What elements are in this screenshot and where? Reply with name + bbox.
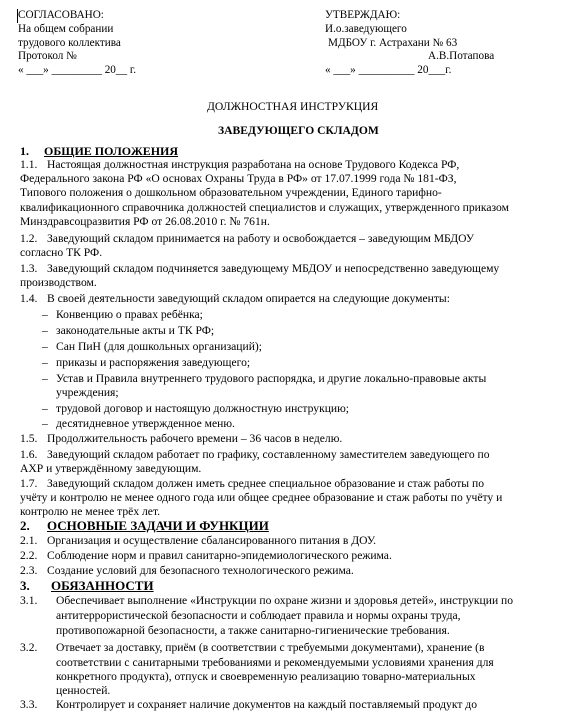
paragraph-line — [20, 477, 484, 490]
section-number: 3. — [20, 578, 30, 593]
clause-number: 1.2. — [20, 232, 38, 245]
confirm-line-1: И.о.заведующего — [325, 23, 407, 35]
paragraph-text: Заведующий складом работает по графику, составленному заместителем заведующего по — [47, 448, 490, 461]
section-title: ОБЯЗАННОСТИ — [51, 578, 154, 593]
paragraph-line — [20, 534, 376, 547]
bullet-dash: – — [42, 372, 48, 385]
list-item-text: приказы и распоряжения заведующего; — [56, 356, 251, 369]
paragraph-line: согласно ТК РФ. — [20, 246, 103, 259]
section-title: ОСНОВНЫЕ ЗАДАЧИ И ФУНКЦИИ — [47, 518, 269, 533]
paragraph-line — [20, 262, 499, 275]
paragraph-line: соответствии с санитарными требованиями и рекомендуемыми условиями хранения для — [56, 656, 494, 669]
paragraph-line: антитеррористической безопасности и соблюдает правила и нормы охраны труда, — [56, 609, 461, 622]
approved-line-2: трудового коллектива — [18, 37, 121, 49]
approved-title: СОГЛАСОВАНО: — [18, 9, 104, 21]
paragraph-line — [20, 448, 490, 461]
approved-line-4: « ___» _________ 20__ г. — [18, 64, 136, 76]
bullet-dash: – — [42, 340, 48, 353]
confirm-title: УТВЕРЖДАЮ: — [325, 9, 401, 21]
paragraph-line — [20, 232, 474, 245]
confirm-line-2: МДБОУ г. Астрахани № 63 — [328, 37, 458, 49]
paragraph-text: В своей деятельности заведующий складом опирается на следующие документы: — [47, 292, 450, 305]
list-item-text: законодательные акты и ТК РФ; — [56, 324, 215, 337]
paragraph-line: производством. — [20, 276, 97, 289]
list-item-text: учреждения; — [56, 386, 119, 399]
bullet-dash: – — [42, 402, 48, 415]
clause-number: 2.1. — [20, 534, 38, 547]
approved-line-1: На общем собрании — [18, 23, 114, 35]
document-title: ДОЛЖНОСТНАЯ ИНСТРУКЦИЯ — [207, 100, 379, 113]
clause-number: 1.4. — [20, 292, 38, 305]
paragraph-text: Соблюдение норм и правил санитарно-эпидемиологического режима. — [47, 549, 392, 562]
paragraph-text: Контролирует и сохраняет наличие документов на каждый поставляемый продукт до — [56, 698, 477, 711]
clause-number: 1.5. — [20, 432, 38, 445]
paragraph-line — [20, 698, 477, 711]
paragraph-line — [20, 564, 354, 577]
clause-number: 2.3. — [20, 564, 38, 577]
paragraph-line: Федерального закона РФ «О основах Охраны Труда в РФ» от 17.07.1999 года № 181-ФЗ, — [20, 172, 457, 185]
paragraph-text: Настоящая должностная инструкция разработана на основе Трудового Кодекса РФ, — [47, 158, 460, 171]
section-number: 1. — [20, 144, 29, 158]
paragraph-text: Заведующий складом подчиняется заведующему МБДОУ и непосредственно заведующему — [47, 262, 500, 275]
section-title: ОБЩИЕ ПОЛОЖЕНИЯ — [44, 144, 179, 158]
paragraph-line — [20, 549, 392, 562]
paragraph-text: Заведующий складом должен иметь среднее специальное образование и стаж работы по — [47, 477, 485, 490]
document-subtitle: ЗАВЕДУЮЩЕГО СКЛАДОМ — [218, 124, 379, 137]
paragraph-line: Типового положения о дошкольном образовательном учреждении, Единого тарифно- — [20, 186, 442, 199]
paragraph-line: учёту и контролю не менее одного года или общее среднее образование и стаж работы по учёту и — [20, 491, 503, 504]
list-item-text: Конвенцию о правах ребёнка; — [56, 308, 203, 321]
list-item-text: трудовой договор и настоящую должностную инструкцию; — [56, 402, 349, 415]
clause-number: 1.3. — [20, 262, 38, 275]
bullet-dash: – — [42, 417, 48, 430]
paragraph-text: Отвечает за доставку, приём (в соответствии с требуемыми документами), хранение (в — [56, 641, 485, 654]
paragraph-line: контролю не менее трёх лет. — [20, 505, 161, 518]
bullet-dash: – — [42, 308, 48, 321]
clause-number: 1.1. — [20, 158, 38, 171]
list-item-text: Сан ПиН (для дошкольных организаций); — [56, 340, 263, 353]
paragraph-line: ценностей. — [56, 684, 111, 697]
clause-number: 3.2. — [20, 641, 38, 654]
confirm-line-3: А.В.Потапова — [428, 50, 495, 62]
paragraph-text: Организация и осуществление сбалансированного питания в ДОУ. — [47, 534, 377, 547]
bullet-dash: – — [42, 356, 48, 369]
clause-number: 3.3. — [20, 698, 38, 711]
clause-number: 3.1. — [20, 594, 38, 607]
clause-number: 1.7. — [20, 477, 38, 490]
clause-number: 1.6. — [20, 448, 38, 461]
clause-number: 2.2. — [20, 549, 38, 562]
confirm-line-4: « ___» __________ 20___г. — [325, 64, 452, 76]
paragraph-line: АХР и утверждённому заведующим. — [20, 462, 202, 475]
paragraph-line: противопожарной безопасности, а также санитарно-гигиенические требования. — [56, 624, 450, 637]
paragraph-line: Минздравсоцразвития РФ от 26.08.2010 г. № 761н. — [20, 215, 270, 228]
paragraph-line — [20, 594, 513, 607]
section-number: 2. — [20, 518, 30, 533]
paragraph-text: Создание условий для безопасного технологического режима. — [47, 564, 354, 577]
bullet-dash: – — [42, 324, 48, 337]
approved-line-3: Протокол № — [18, 50, 77, 62]
list-item-text: Устав и Правила внутреннего трудового распорядка, и другие локально-правовые акты — [56, 372, 487, 385]
paragraph-text: Заведующий складом принимается на работу и освобождается – заведующим МБДОУ — [47, 232, 475, 245]
paragraph-line — [20, 641, 484, 654]
paragraph-line — [20, 158, 459, 171]
paragraph-line: квалификационного справочника должностей специалистов и служащих, утвержденного приказом — [20, 201, 509, 214]
paragraph-text: Обеспечивает выполнение «Инструкции по охране жизни и здоровья детей», инструкции по — [56, 594, 514, 607]
paragraph-line — [20, 292, 450, 305]
list-item-text: десятидневное утвержденное меню. — [56, 417, 235, 430]
paragraph-line: конкретного продукта), отпуск и своевременную реализацию товарно-материальных — [56, 670, 476, 683]
paragraph-line — [20, 432, 342, 445]
paragraph-text: Продолжительность рабочего времени – 36 часов в неделю. — [47, 432, 343, 445]
